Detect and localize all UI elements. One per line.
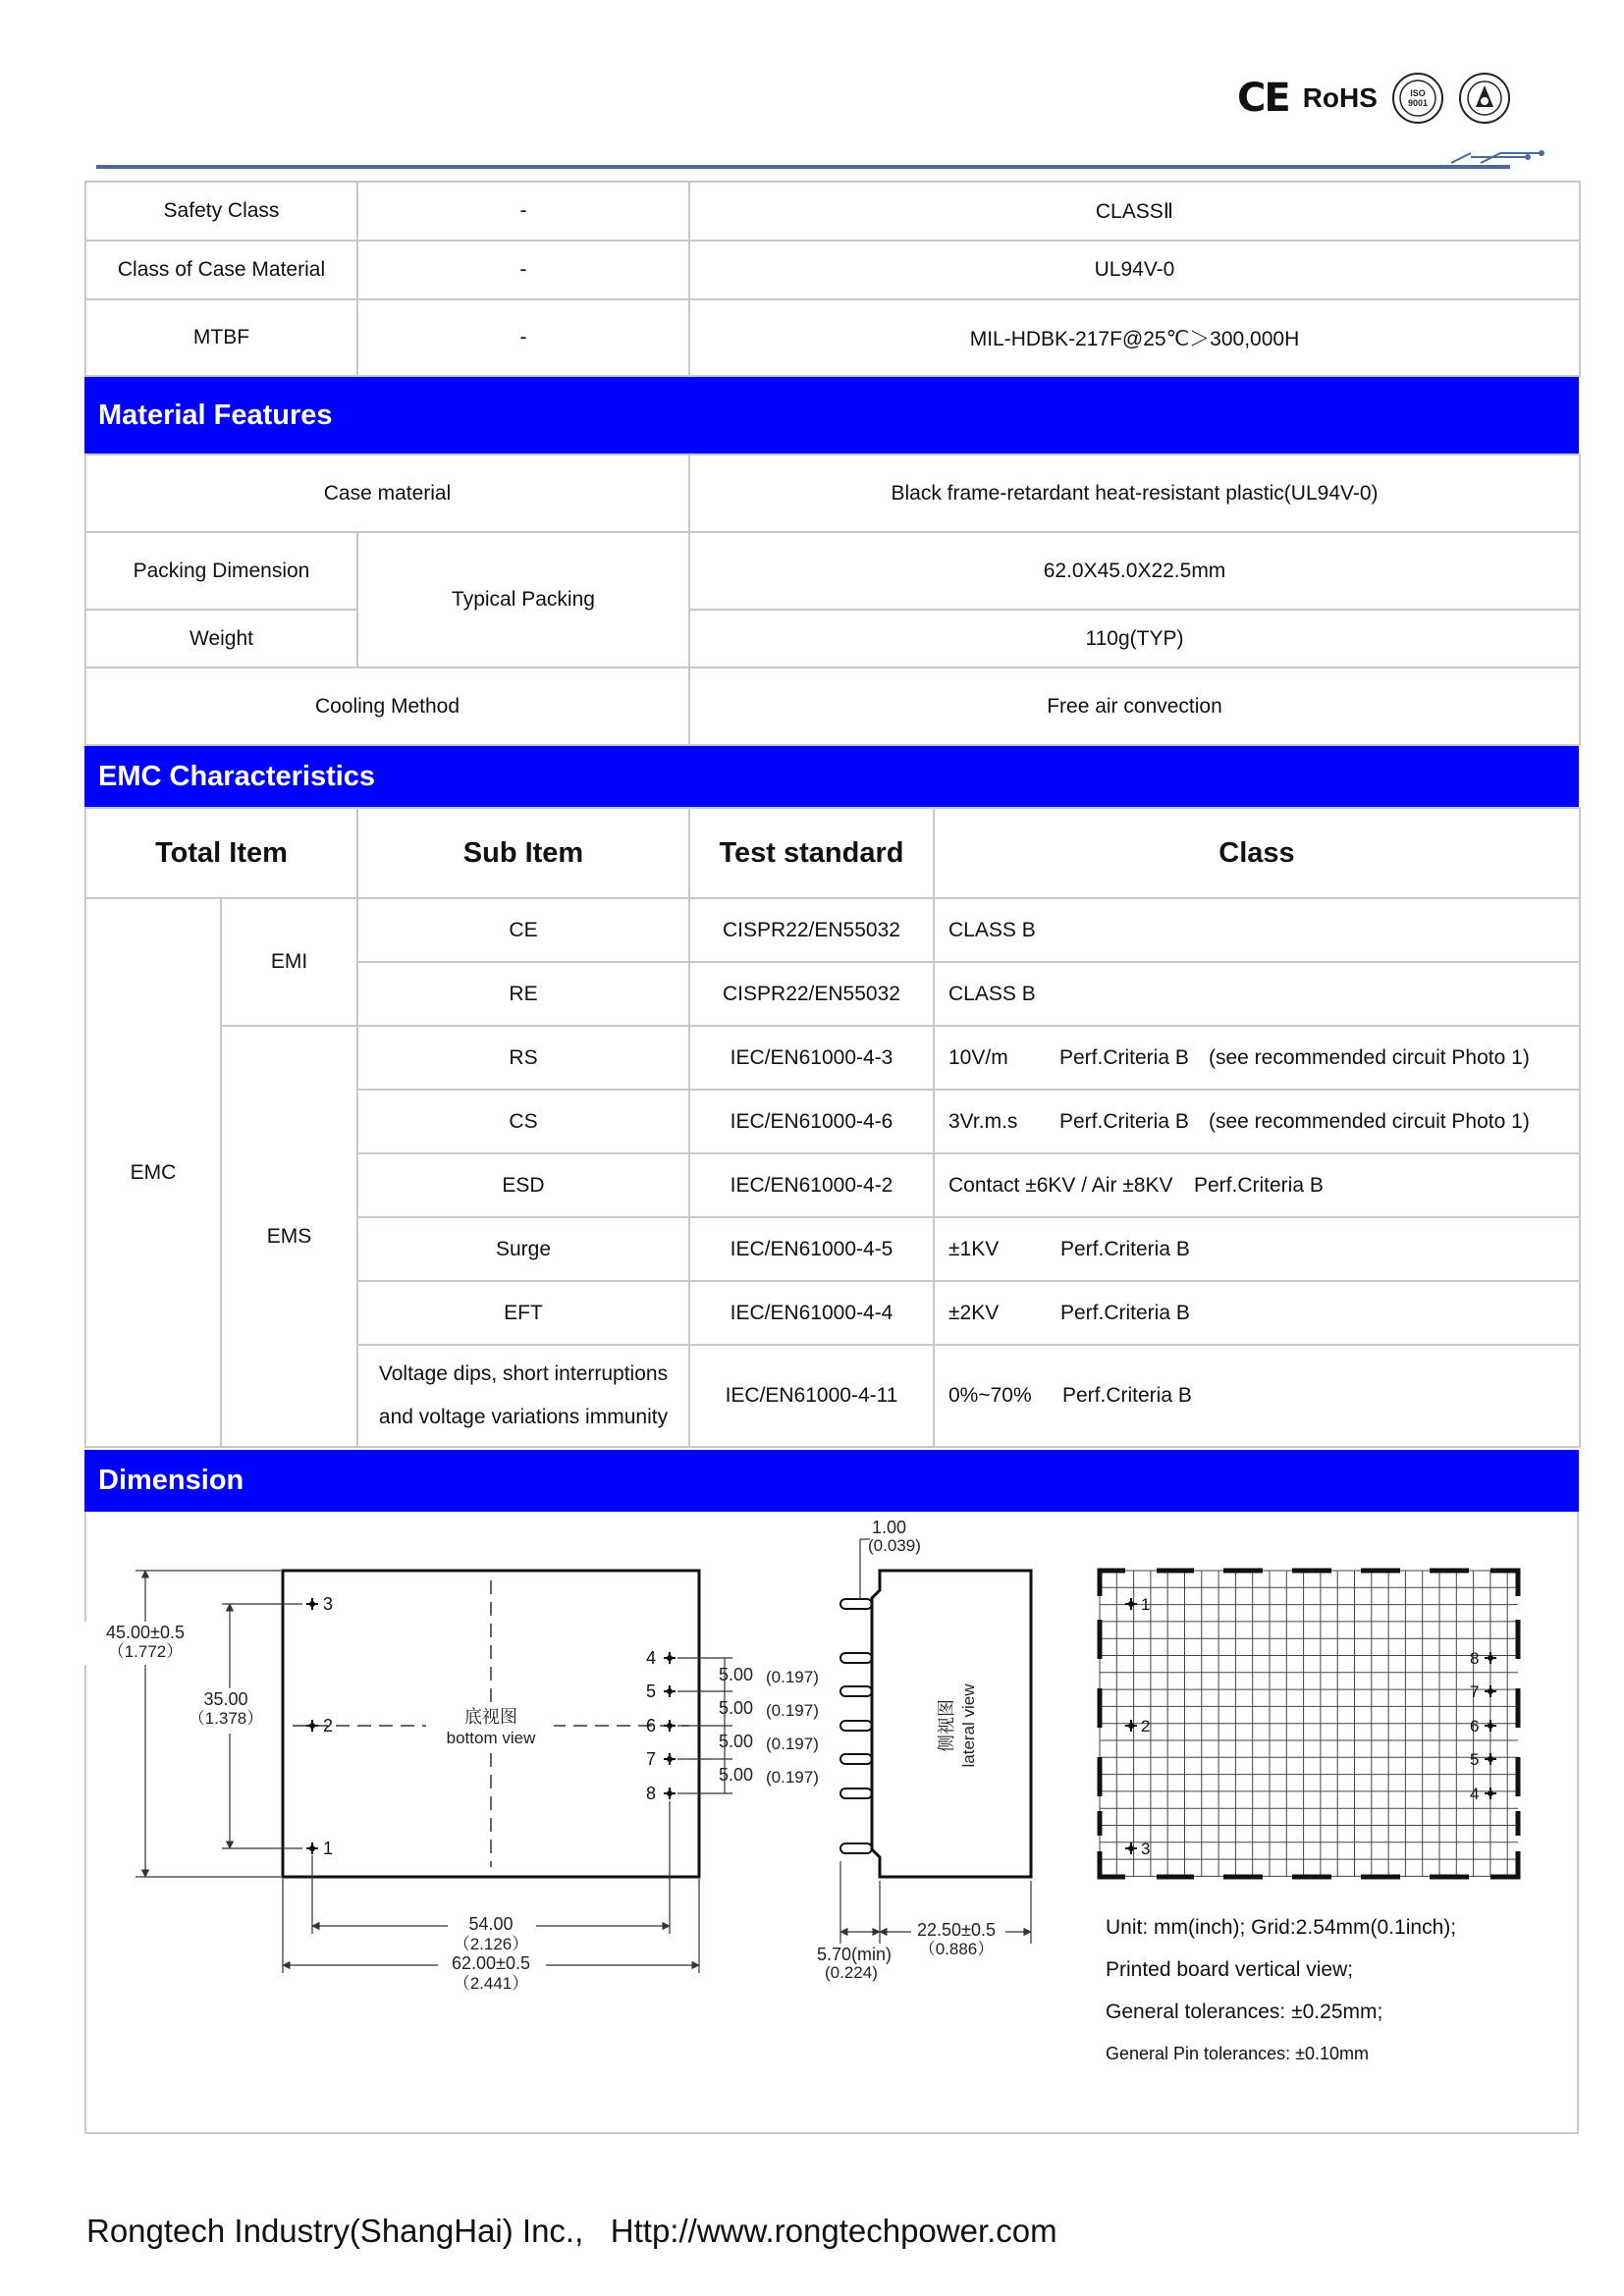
header-test-standard: Test standard [689,808,934,898]
class-cell [934,1090,1580,1153]
pin-label: 5 [646,1682,657,1701]
pin-label: 7 [646,1749,657,1769]
table-row [85,240,1580,299]
class-level: ±2KV [948,1301,1000,1324]
test-standard: IEC/EN61000-4-3 [689,1026,934,1090]
table-row [85,1026,1580,1090]
header-total-item: Total Item [85,808,357,898]
pin-label: 6 [1470,1717,1480,1735]
pin-marker [1125,1717,1150,1735]
emc-table [84,807,1581,1448]
pin-label: 6 [646,1716,657,1735]
row-unit: - [357,299,689,376]
section-title-material: Material Features [84,377,1579,454]
row-label: Safety Class [85,182,357,240]
dimension-note: General Pin tolerances: ±0.10mm [1106,2044,1370,2063]
pin-marker [306,1839,333,1858]
pitch-inch-label: (0.197) [766,1768,819,1787]
class-criteria: Perf.Criteria B [1194,1173,1324,1197]
bottom-view-label-cn: 底视图 [464,1707,517,1727]
width-inch-label: （2.441） [453,1974,529,1993]
row-unit: - [357,182,689,240]
table-row [85,667,1580,745]
header-class: Class [934,808,1580,898]
class-cell [934,898,1580,962]
class-criteria: Perf.Criteria B [1059,1045,1189,1069]
depth-label: 22.50±0.5 [917,1920,996,1940]
ce-mark: CE [1237,76,1289,121]
sub-item: RE [357,962,689,1026]
class-level: CLASS B [948,918,1036,941]
section-title-dimension: Dimension [84,1450,1579,1512]
section-title-emc: EMC Characteristics [84,746,1579,807]
width-label: 62.00±0.5 [452,1953,530,1973]
iso-seal-icon [1391,72,1444,125]
pin-length-inch-label: (0.224) [825,1963,878,1982]
pin-marker [306,1594,333,1614]
test-standard: CISPR22/EN55032 [689,962,934,1026]
header-sub-item: Sub Item [357,808,689,898]
sub-item-line: Voltage dips, short interruptions [378,1362,669,1385]
pitch-inch-label: (0.197) [766,1701,819,1720]
material-table [84,454,1581,746]
pin-dia-label: 1.00 [872,1518,907,1537]
pitch-inch-label: (0.197) [766,1735,819,1753]
class-criteria: Perf.Criteria B [1062,1384,1192,1407]
case-material-value: Black frame-retardant heat-resistant plastic(UL94V-0) [689,454,1580,532]
class-level: 3Vr.m.s [948,1109,1018,1133]
packing-dimension-value: 62.0X45.0X22.5mm [689,532,1580,610]
dimension-note: Unit: mm(inch); Grid:2.54mm(0.1inch); [1106,1916,1457,1939]
class-level: Contact ±6KV / Air ±8KV [948,1173,1173,1197]
pcb-grid-view [1100,1571,1518,1877]
pin-span-inch-label: （1.378） [188,1709,264,1728]
bottom-view-label-en: bottom view [446,1729,536,1747]
pin-dia-inch-label: (0.039) [868,1536,921,1555]
table-row [85,610,1580,667]
dimension-note: Printed board vertical view; [1106,1958,1354,1981]
row-value: MIL-HDBK-217F@25℃＞300,000H [689,299,1580,376]
pitch-label: 5.00 [719,1765,754,1785]
row-value: UL94V-0 [689,240,1580,299]
pitch-label: 5.00 [719,1665,754,1684]
header-rule [96,145,1549,175]
class-level: 10V/m [948,1045,1008,1069]
pin-label: 3 [323,1594,334,1614]
lateral-view-label-cn: 侧视图 [937,1699,956,1752]
pin-label: 4 [1470,1785,1480,1803]
sub-item [357,1345,689,1447]
pin-marker [646,1749,676,1769]
general-table [84,181,1581,377]
pitch-label: 5.00 [719,1732,754,1751]
pin-label: 5 [1470,1750,1480,1769]
row-value: CLASSⅡ [689,182,1580,240]
packing-dimension-label: Packing Dimension [85,532,357,610]
pin-marker [646,1682,676,1701]
pin-row-inch-label: （2.126） [453,1935,529,1953]
emc-total-label: EMC [85,898,221,1447]
pin-label: 8 [1470,1649,1480,1668]
pin-row-label: 54.00 [468,1914,514,1934]
table-row [85,454,1580,532]
quality-seal-icon [1458,72,1511,125]
class-level: CLASS B [948,982,1036,1005]
pitch-label: 5.00 [719,1698,754,1718]
pin-label: 2 [1141,1717,1151,1735]
pin-marker [1470,1717,1496,1735]
class-note: (see recommended circuit Photo 1) [1209,1109,1530,1133]
class-cell [934,1026,1580,1090]
height-inch-label: （1.772） [107,1642,184,1661]
class-note: (see recommended circuit Photo 1) [1209,1045,1530,1069]
pin-label: 7 [1470,1682,1480,1701]
class-cell [934,1153,1580,1217]
sub-item: ESD [357,1153,689,1217]
class-criteria: Perf.Criteria B [1060,1301,1190,1324]
sub-item-line: and voltage variations immunity [378,1406,669,1428]
sub-item: Surge [357,1217,689,1281]
lateral-view-label-en: lateral view [959,1683,978,1768]
class-cell [934,1217,1580,1281]
footer-company: Rongtech Industry(ShangHai) Inc., [86,2213,584,2249]
pcb-grid [1100,1571,1518,1877]
certification-logos [1237,71,1511,126]
class-criteria: Perf.Criteria B [1059,1109,1189,1133]
lateral-pins [840,1599,872,1853]
row-unit: - [357,240,689,299]
ems-label: EMS [221,1026,357,1447]
footer-url[interactable]: Http://www.rongtechpower.com [610,2213,1057,2249]
table-header-row [85,808,1580,898]
pin-marker [646,1648,676,1668]
pin-label: 8 [646,1784,657,1803]
pin-span-label: 35.00 [203,1689,248,1709]
class-cell [934,1281,1580,1345]
footer [86,2213,1057,2250]
pin-label: 2 [323,1716,334,1735]
table-row [85,532,1580,610]
cooling-value: Free air convection [689,667,1580,745]
sub-item: RS [357,1026,689,1090]
test-standard: IEC/EN61000-4-2 [689,1153,934,1217]
class-criteria: Perf.Criteria B [1060,1237,1190,1260]
test-standard: IEC/EN61000-4-11 [689,1345,934,1447]
case-material-label: Case material [85,454,689,532]
dimension-note: General tolerances: ±0.25mm; [1106,2001,1383,2023]
sub-item: CE [357,898,689,962]
weight-value: 110g(TYP) [689,610,1580,667]
cooling-label: Cooling Method [85,667,689,745]
height-label: 45.00±0.5 [106,1623,185,1642]
table-row [85,299,1580,376]
sub-item: CS [357,1090,689,1153]
typical-packing-label: Typical Packing [357,532,689,667]
class-cell [934,1345,1580,1447]
rohs-mark: RoHS [1302,82,1378,113]
pin-length-label: 5.70(min) [817,1945,893,1964]
row-label: MTBF [85,299,357,376]
pin-marker [1470,1750,1496,1769]
test-standard: CISPR22/EN55032 [689,898,934,962]
table-row [85,182,1580,240]
pitch-inch-label: (0.197) [766,1668,819,1686]
test-standard: IEC/EN61000-4-4 [689,1281,934,1345]
pin-label: 1 [1141,1595,1151,1614]
sub-item: EFT [357,1281,689,1345]
pin-label: 3 [1141,1840,1151,1858]
lateral-view [817,1518,1031,1982]
class-cell [934,962,1580,1026]
class-level: ±1KV [948,1237,1000,1260]
test-standard: IEC/EN61000-4-5 [689,1217,934,1281]
pin-label: 4 [646,1648,657,1668]
row-label: Class of Case Material [85,240,357,299]
weight-label: Weight [85,610,357,667]
pin-marker [1470,1785,1496,1803]
depth-inch-label: （0.886） [918,1940,995,1958]
pin-label: 1 [323,1839,334,1858]
table-row [85,898,1580,962]
bottom-view [84,1571,819,1993]
emi-label: EMI [221,898,357,1026]
test-standard: IEC/EN61000-4-6 [689,1090,934,1153]
pin-marker [646,1784,676,1803]
svg-text:ISO: ISO [1410,88,1426,98]
class-level: 0%~70% [948,1384,1032,1407]
pin-marker [1470,1682,1496,1701]
pin-marker [1470,1649,1496,1668]
dimension-drawing [84,1512,1579,2134]
svg-text:9001: 9001 [1407,98,1428,108]
